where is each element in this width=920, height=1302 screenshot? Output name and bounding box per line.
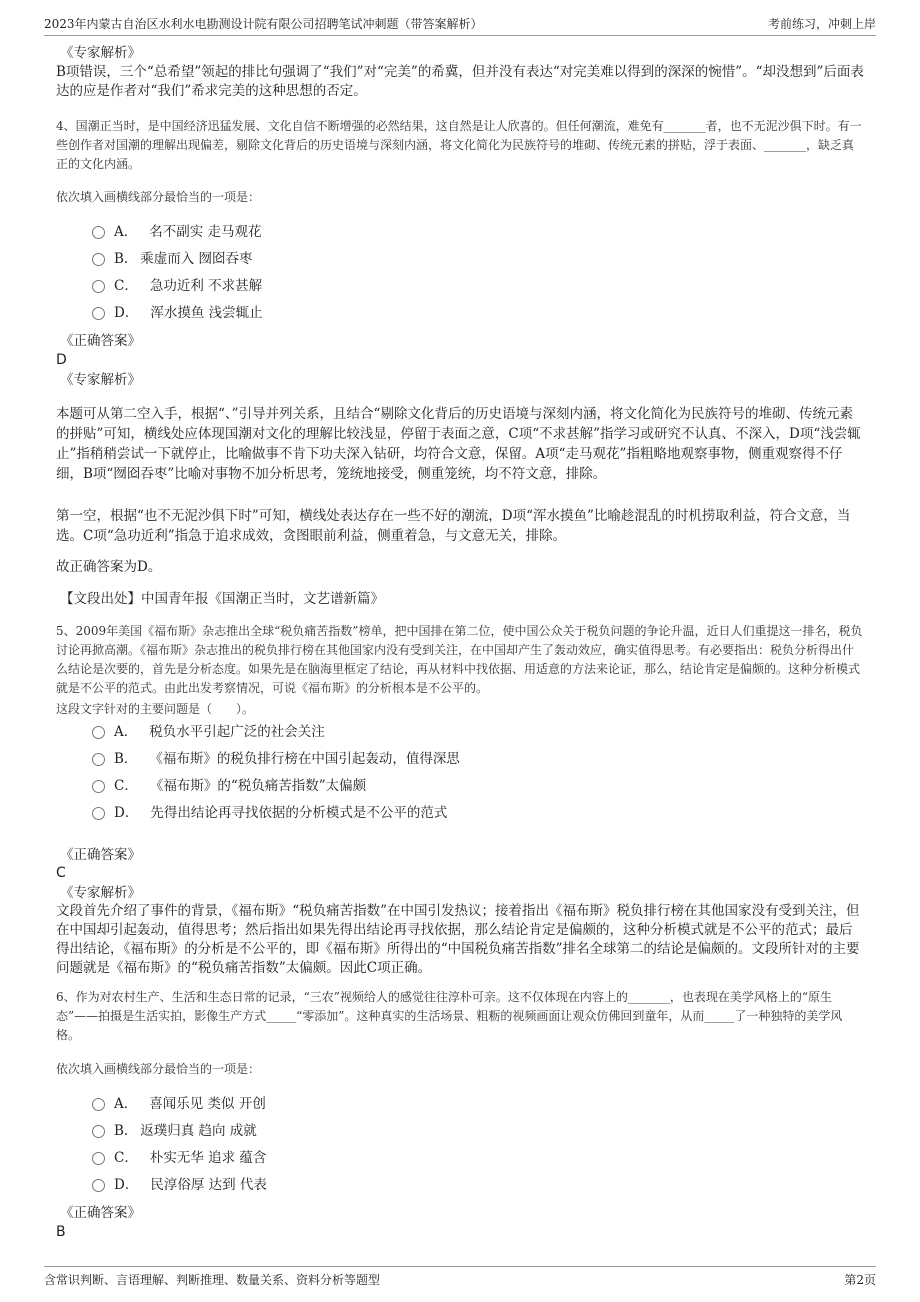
radio-icon[interactable] bbox=[92, 1125, 105, 1138]
radio-icon[interactable] bbox=[92, 1152, 105, 1165]
q6-stem: 6、作为对农村生产、生活和生态日常的记录，“三农”视频给人的感觉往往淳朴可亲。这不仅体现在内容上的_______，也表现在美学风格上的“原生态”——拍摄是生活实拍，影像生产方式_____“零添加”。这种真实的生活场景、粗粝的视频画面让观众仿佛回到童年，从而_____了一种独特的美学风格。 bbox=[56, 990, 843, 1042]
radio-icon[interactable] bbox=[92, 753, 105, 766]
q5-expert-label: 《专家解析》 bbox=[60, 885, 141, 901]
q4-analysis-2: 第一空，根据“也不无泥沙俱下时”可知，横线处表达存在一些不好的潮流，D项“浑水摸鱼”比喻趁混乱的时机捞取利益，符合文意，当选。C项“急功近利”指急于追求成效，贪图眼前利益，侧重着急，与文意无关，排除。 bbox=[56, 508, 851, 544]
radio-icon[interactable] bbox=[92, 1098, 105, 1111]
radio-icon[interactable] bbox=[92, 807, 105, 820]
q4-expert-label: 《专家解析》 bbox=[60, 372, 141, 388]
q4-stem: 4、国潮正当时，是中国经济迅猛发展、文化自信不断增强的必然结果，这自然是让人欣喜的。但任何潮流，难免有_______者，也不无泥沙俱下时。有一些创作者对国潮的理解出现偏差，剔除文化背后的历史语境与深刻内涵，将文化简化为民族符号的堆砌、传统元素的拼贴，浮于表面、_______，缺乏真正的文化内涵。 bbox=[56, 119, 862, 171]
radio-icon[interactable] bbox=[92, 780, 105, 793]
q5-prompt: 这段文字针对的主要问题是（ ）。 bbox=[56, 702, 255, 716]
radio-icon[interactable] bbox=[92, 726, 105, 739]
radio-icon[interactable] bbox=[92, 1179, 105, 1192]
radio-icon[interactable] bbox=[92, 280, 105, 293]
q6-option-c[interactable]: C． 朴实无华 追求 蕴含 bbox=[92, 1148, 266, 1168]
q6-prompt: 依次填入画横线部分最恰当的一项是： bbox=[56, 1062, 261, 1076]
page-header bbox=[44, 10, 876, 36]
q5-answer: C bbox=[56, 865, 66, 881]
q4-answer: D bbox=[56, 352, 67, 368]
q6-option-b[interactable]: B. 返璞归真 趋向 成就 bbox=[92, 1121, 257, 1141]
footer-topics: 含常识判断、言语理解、判断推理、数量关系、资料分析等题型 bbox=[44, 1273, 381, 1287]
q3-analysis: B项错误，三个“总希望”领起的排比句强调了“我们”对“完美”的希冀，但并没有表达“对完美难以得到的深深的惋惜”。“却没想到”后面表达的应是作者对“我们”希求完美的这种思想的否定。 bbox=[56, 64, 864, 99]
q5-stem: 5、2009年美国《福布斯》杂志推出全球“税负痛苦指数”榜单，把中国排在第二位，使中国公众关于税负问题的争论升温，近日人们重提这一排名，税负讨论再掀高潮。《福布斯》杂志推出的税负排行榜在其他国家内没有受到关注，在中国却产生了轰动效应，确实值得思考。有必要指出：税负分析得出什么结论是次要的，首先是分析态度。如果先是在脑海里框定了结论，再从材料中找依据、用适意的方法来论证，那么，结论肯定是偏颇的。这种分析模式就是不公平的范式。由此出发考察情况，可说《福布斯》的分析根本是不公平的。 bbox=[56, 624, 863, 695]
q5-answer-label: 《正确答案》 bbox=[60, 847, 141, 863]
q6-answer: B bbox=[56, 1224, 66, 1240]
q4-option-a[interactable]: A． 名不副实 走马观花 bbox=[92, 222, 262, 242]
q5-option-d[interactable]: D． 先得出结论再寻找依据的分析模式是不公平的范式 bbox=[92, 803, 447, 823]
q5-option-a[interactable]: A． 税负水平引起广泛的社会关注 bbox=[92, 722, 325, 742]
header-slogan: 考前练习，冲刺上岸 bbox=[767, 17, 876, 31]
q5-option-b[interactable]: B． 《福布斯》的税负排行榜在中国引起轰动，值得深思 bbox=[92, 749, 460, 769]
q6-answer-label: 《正确答案》 bbox=[60, 1205, 141, 1221]
page-footer bbox=[44, 1266, 876, 1288]
q4-prompt: 依次填入画横线部分最恰当的一项是： bbox=[56, 190, 261, 204]
q4-option-b[interactable]: B. 乘虚而入 囫囵吞枣 bbox=[92, 249, 253, 269]
radio-icon[interactable] bbox=[92, 307, 105, 320]
page-number: 第2页 bbox=[844, 1273, 876, 1287]
q4-conclusion: 故正确答案为D。 bbox=[56, 559, 162, 575]
q4-source: 【文段出处】中国青年报《国潮正当时，文艺谱新篇》 bbox=[60, 591, 384, 607]
document-title: 2023年内蒙古自治区水利水电勘测设计院有限公司招聘笔试冲刺题（带答案解析） bbox=[44, 17, 483, 31]
q4-option-c[interactable]: C． 急功近利 不求甚解 bbox=[92, 276, 262, 296]
q5-option-c[interactable]: C． 《福布斯》的“税负痛苦指数”太偏颇 bbox=[92, 776, 366, 796]
q6-option-d[interactable]: D． 民淳俗厚 达到 代表 bbox=[92, 1175, 267, 1195]
q5-analysis: 文段首先介绍了事件的背景，《福布斯》“税负痛苦指数”在中国引发热议；接着指出《福布斯》税负排行榜在其他国家没有受到关注，但在中国却引起轰动，值得思考；然后指出如果先得出结论再寻找依据，那么结论肯定是偏颇的，这种分析模式就是不公平的范式；最后得出结论，《福布斯》的分析是不公平的，即《福布斯》所得出的“中国税负痛苦指数”排名全球第二的结论是偏颇的。文段所针对的主要问题就是《福布斯》的“税负痛苦指数”太偏颇。因此C项正确。 bbox=[56, 903, 860, 976]
q6-option-a[interactable]: A． 喜闻乐见 类似 开创 bbox=[92, 1094, 266, 1114]
radio-icon[interactable] bbox=[92, 253, 105, 266]
q3-expert-label: 《专家解析》 bbox=[60, 45, 141, 61]
q4-analysis-1: 本题可从第二空入手，根据“、”引导并列关系，且结合“剔除文化背后的历史语境与深刻内涵，将文化简化为民族符号的堆砌、传统元素的拼贴”可知，横线处应体现国潮对文化的理解比较浅显，停留于表面之意，C项“不求甚解”指学习或研究不认真、不深入，D项“浅尝辄止”指稍稍尝试一下就停止，比喻做事不肯下功夫深入钻研，均符合文意，保留。A项“走马观花”指粗略地观察事物，侧重观察得不仔细，B项“囫囵吞枣”比喻对事物不加分析思考，笼统地接受，侧重笼统，均不符文意，排除。 bbox=[56, 406, 861, 482]
q4-answer-label: 《正确答案》 bbox=[60, 333, 141, 349]
q4-option-d[interactable]: D． 浑水摸鱼 浅尝辄止 bbox=[92, 303, 263, 323]
radio-icon[interactable] bbox=[92, 226, 105, 239]
